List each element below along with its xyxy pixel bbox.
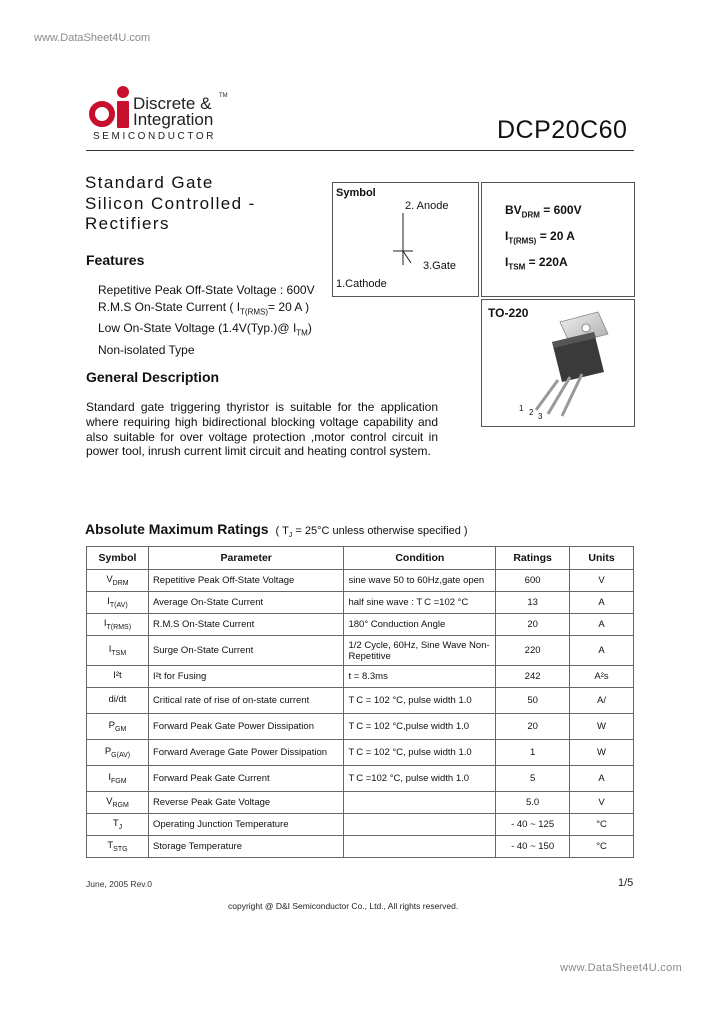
table-row [87, 688, 634, 714]
gate-label: 3.Gate [423, 260, 457, 272]
table-row [87, 714, 634, 740]
title-line1: Standard Gate [85, 173, 214, 192]
feature-item: Repetitive Peak Off-State Voltage : 600V [98, 283, 315, 297]
cell-parameter: Operating Junction Temperature [148, 814, 344, 836]
general-description-heading: General Description [86, 369, 220, 385]
footer-date-rev: June, 2005 Rev.0 [86, 879, 152, 889]
cell-unit: °C [570, 814, 634, 836]
cell-parameter: Forward Average Gate Power Dissipation [148, 740, 344, 766]
general-description-text: Standard gate triggering thyristor is suitable for the application where requiring high bidirectional blocking voltage capability and also suitable for over voltage protection ,motor control circuit in power tool, inrush current limit circuit and heating control system. [86, 400, 438, 459]
cell-unit: A [570, 592, 634, 614]
table-row [87, 814, 634, 836]
cell-symbol: $V_{DRM}$ [87, 570, 149, 592]
spec-itsm: $I_{TSM} = 220A$ [505, 255, 568, 272]
table-row [87, 766, 634, 792]
cell-symbol: $I_{T(AV)}$ [87, 592, 149, 614]
scr-symbol-icon [383, 213, 423, 273]
cell-unit: A/ [570, 688, 634, 714]
cell-rating: 600 [496, 570, 570, 592]
cell-unit: A²s [570, 666, 634, 688]
package-box [481, 299, 635, 427]
cathode-label: 1.Cathode [336, 278, 387, 290]
feature-item: Low On-State Voltage (1.4V(Typ.)@ $I_{TM}$) [98, 321, 312, 338]
document-title [85, 173, 256, 235]
cell-symbol: $I_{T(RMS)}$ [87, 614, 149, 636]
cell-symbol: $P_{GM}$ [87, 714, 149, 740]
cell-condition: T C = 102 °C, pulse width 1.0 [344, 688, 496, 714]
logo-text-line1: Discrete & [133, 94, 212, 113]
table-row [87, 570, 634, 592]
cell-parameter: Critical rate of rise of on-state current [148, 688, 344, 714]
spec-itrms: $I_{T(RMS)} = 20$ A [505, 229, 575, 246]
to220-package-icon [512, 310, 622, 420]
table-row [87, 666, 634, 688]
footer-copyright: copyright @ D&I Semiconductor Co., Ltd., All rights reserved. [228, 901, 459, 911]
cell-unit: A [570, 614, 634, 636]
feature-item: Non-isolated Type [98, 343, 195, 358]
table-row [87, 836, 634, 858]
spec-bvdrm: $BV_{DRM} = 600V$ [505, 203, 582, 220]
cell-unit: W [570, 740, 634, 766]
cell-parameter: R.M.S On-State Current [148, 614, 344, 636]
amr-heading: Absolute Maximum Ratings ( $T_J = 25^\circ C$ unless otherwise specified ) [85, 521, 468, 540]
company-logo [89, 85, 133, 129]
title-line3: Rectifiers [85, 214, 170, 233]
package-title: TO-220 [488, 306, 529, 320]
table-row [87, 740, 634, 766]
cell-symbol: $T_J$ [87, 814, 149, 836]
cell-rating: 50 [496, 688, 570, 714]
cell-symbol: di/dt [87, 688, 149, 714]
cell-unit: V [570, 792, 634, 814]
cell-rating: - 40 ~ 125 [496, 814, 570, 836]
cell-unit: A [570, 766, 634, 792]
cell-condition: 180° Conduction Angle [344, 614, 496, 636]
cell-parameter: Repetitive Peak Off-State Voltage [148, 570, 344, 592]
cell-condition: sine wave 50 to 60Hz,gate open [344, 570, 496, 592]
cell-parameter: Average On-State Current [148, 592, 344, 614]
cell-rating: 220 [496, 636, 570, 666]
cell-unit: A [570, 636, 634, 666]
logo-di-icon [89, 85, 133, 129]
cell-condition: T C = 102 °C,pulse width 1.0 [344, 714, 496, 740]
pin3-label: 3 [538, 412, 543, 421]
cell-rating: 20 [496, 714, 570, 740]
cell-condition: half sine wave : T C =102 °C [344, 592, 496, 614]
features-heading: Features [86, 252, 145, 268]
table-row [87, 614, 634, 636]
feature-item: R.M.S On-State Current ( $I_{T(RMS)}= 20$ A ) [98, 299, 310, 316]
part-number: DCP20C60 [497, 116, 628, 144]
cell-condition [344, 836, 496, 858]
amr-note: ( $T_J = 25^\circ C$ unless otherwise specified ) [275, 525, 468, 540]
cell-rating: - 40 ~ 150 [496, 836, 570, 858]
column-header: Units [570, 547, 634, 570]
watermark-bottom: www.DataSheet4U.com [560, 962, 682, 974]
anode-label: 2. Anode [405, 200, 449, 212]
column-header: Ratings [496, 547, 570, 570]
cell-condition: t = 8.3ms [344, 666, 496, 688]
table-header-row [87, 547, 634, 570]
cell-parameter: Forward Peak Gate Power Dissipation [148, 714, 344, 740]
column-header: Condition [344, 547, 496, 570]
features-list [98, 282, 315, 359]
pin2-label: 2 [529, 408, 534, 417]
cell-parameter: I²t for Fusing [148, 666, 344, 688]
header-divider [86, 150, 634, 151]
cell-rating: 20 [496, 614, 570, 636]
cell-condition: 1/2 Cycle, 60Hz, Sine Wave Non-Repetitive [344, 636, 496, 666]
table-row [87, 636, 634, 666]
logo-semiconductor: SEMICONDUCTOR [93, 131, 217, 142]
cell-parameter: Forward Peak Gate Current [148, 766, 344, 792]
cell-symbol: $I_{TSM}$ [87, 636, 149, 666]
pin1-label: 1 [519, 404, 524, 413]
cell-unit: V [570, 570, 634, 592]
cell-symbol: $V_{RGM}$ [87, 792, 149, 814]
cell-condition: T C = 102 °C, pulse width 1.0 [344, 740, 496, 766]
absolute-maximum-ratings-table [86, 546, 634, 858]
cell-symbol: $T_{STG}$ [87, 836, 149, 858]
column-header: Symbol [87, 547, 149, 570]
cell-unit: °C [570, 836, 634, 858]
key-specs-box [481, 182, 635, 297]
table-row [87, 792, 634, 814]
cell-rating: 242 [496, 666, 570, 688]
cell-condition: T C =102 °C, pulse width 1.0 [344, 766, 496, 792]
cell-rating: 5 [496, 766, 570, 792]
cell-symbol: $I_{FGM}$ [87, 766, 149, 792]
footer-page-number: 1/5 [618, 877, 634, 889]
cell-condition [344, 814, 496, 836]
cell-symbol: $P_{G(AV)}$ [87, 740, 149, 766]
watermark-top: www.DataSheet4U.com [34, 32, 151, 44]
cell-rating: 5.0 [496, 792, 570, 814]
cell-unit: W [570, 714, 634, 740]
cell-parameter: Storage Temperature [148, 836, 344, 858]
logo-text-line2: Integration [133, 110, 214, 129]
cell-condition [344, 792, 496, 814]
cell-parameter: Surge On-State Current [148, 636, 344, 666]
table-row [87, 592, 634, 614]
symbol-box [332, 182, 479, 297]
column-header: Parameter [148, 547, 344, 570]
logo-trademark: TM [219, 93, 228, 99]
cell-parameter: Reverse Peak Gate Voltage [148, 792, 344, 814]
cell-rating: 13 [496, 592, 570, 614]
cell-rating: 1 [496, 740, 570, 766]
cell-symbol: I²t [87, 666, 149, 688]
symbol-title: Symbol [336, 187, 376, 199]
title-line2: Silicon Controlled - [85, 193, 256, 213]
